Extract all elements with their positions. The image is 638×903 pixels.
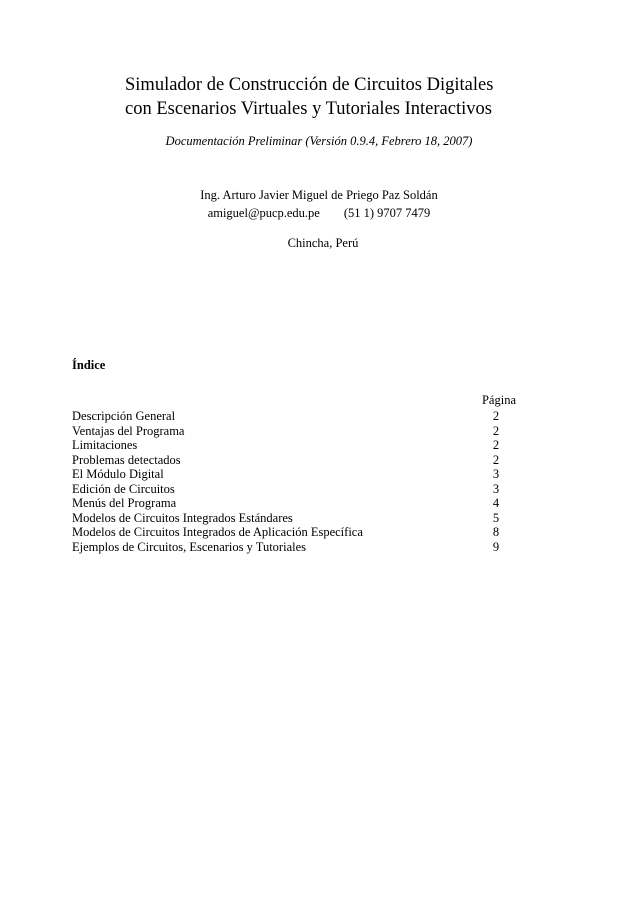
toc-entry xyxy=(72,467,516,482)
toc-entry-page: 3 xyxy=(492,467,500,481)
toc-entry-page: 2 xyxy=(492,409,500,423)
author-contact xyxy=(0,204,638,222)
toc-entry-title: Limitaciones xyxy=(72,438,138,452)
author-block xyxy=(0,186,638,222)
toc-rows xyxy=(72,409,516,554)
title-line-1: Simulador de Construcción de Circuitos Digitales xyxy=(125,75,494,95)
author-phone: (51 1) 9707 7479 xyxy=(343,206,431,220)
toc-entry-title: Modelos de Circuitos Integrados de Aplicación Específica xyxy=(72,525,363,539)
toc-entry-title: El Módulo Digital xyxy=(72,467,164,481)
toc-entry-page: 5 xyxy=(492,510,500,525)
toc-entry-page: 2 xyxy=(492,438,500,452)
toc-entry xyxy=(72,511,516,526)
author-name: Ing. Arturo Javier Miguel de Priego Paz Soldán xyxy=(200,188,438,202)
toc-entry xyxy=(72,438,516,453)
toc-page-column-label: Página xyxy=(481,393,516,407)
toc-entry-title: Menús del Programa xyxy=(72,496,177,510)
toc-entry xyxy=(72,409,516,424)
toc-entry-title: Problemas detectados xyxy=(72,452,181,467)
index-heading: Índice xyxy=(72,358,106,372)
author-email: amiguel@pucp.edu.pe xyxy=(207,206,320,220)
toc-entry-title: Descripción General xyxy=(72,409,176,423)
toc-entry-page: 3 xyxy=(492,481,500,496)
toc-entry xyxy=(72,482,516,497)
toc-entry-page: 2 xyxy=(492,452,500,467)
toc-entry-page: 2 xyxy=(492,423,500,438)
toc-entry xyxy=(72,540,516,555)
toc-entry-title: Modelos de Circuitos Integrados Estándares xyxy=(72,510,293,525)
toc-entry-title: Edición de Circuitos xyxy=(72,481,175,496)
toc-entry xyxy=(72,496,516,511)
toc-entry xyxy=(72,424,516,439)
toc-entry xyxy=(72,453,516,468)
toc-entry xyxy=(72,525,516,540)
table-of-contents xyxy=(72,392,516,554)
document-title xyxy=(125,73,493,121)
title-line-2: con Escenarios Virtuales y Tutoriales Interactivos xyxy=(125,99,492,119)
document-location: Chincha, Perú xyxy=(287,236,359,250)
toc-entry-page: 4 xyxy=(492,496,500,510)
toc-entry-page: 8 xyxy=(492,525,500,539)
toc-entry-title: Ventajas del Programa xyxy=(72,423,185,438)
document-subtitle: Documentación Preliminar (Versión 0.9.4, Febrero 18, 2007) xyxy=(165,134,473,148)
toc-entry-page: 9 xyxy=(492,539,500,554)
toc-entry-title: Ejemplos de Circuitos, Escenarios y Tutoriales xyxy=(72,539,307,554)
